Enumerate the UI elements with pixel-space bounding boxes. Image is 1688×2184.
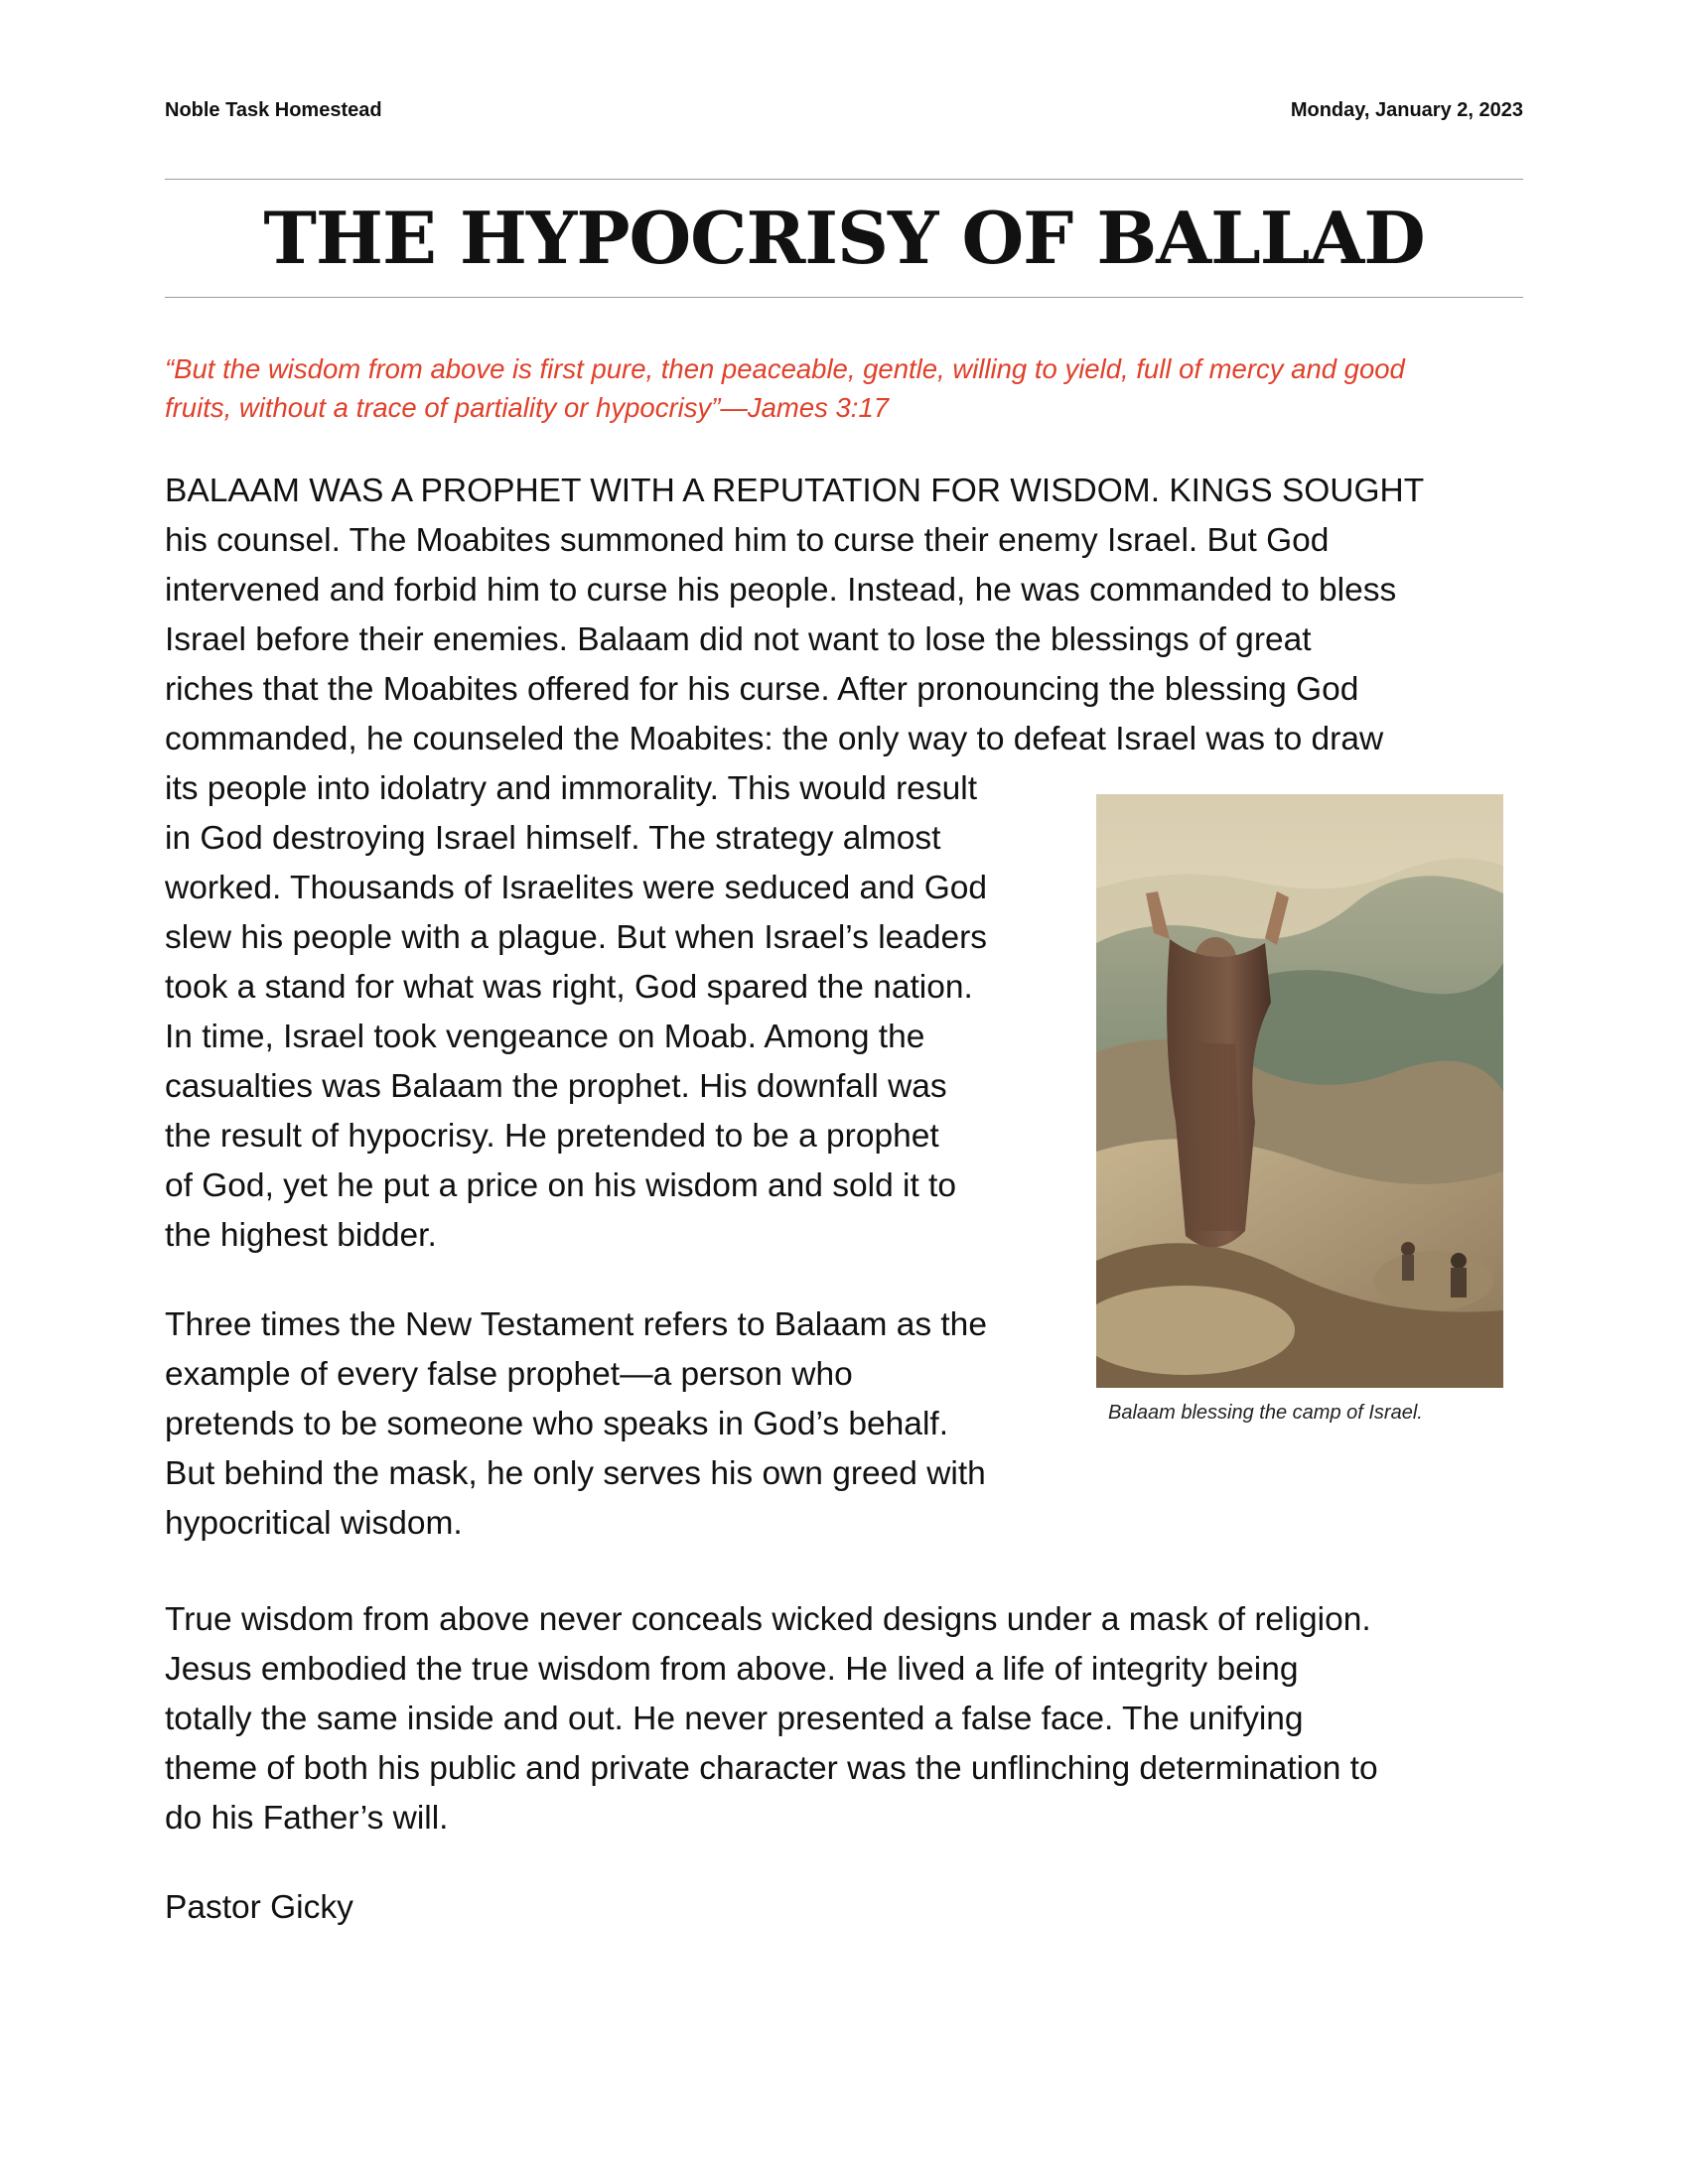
- publication-name: Noble Task Homestead: [165, 99, 382, 121]
- title-rule-bottom: [165, 297, 1523, 298]
- text-line: slew his people with a plague. But when Israel’s leaders: [165, 919, 988, 956]
- paragraph-1-full-width: [165, 467, 1535, 764]
- text-line: theme of both his public and private character was the unflinching determination to: [165, 1750, 1378, 1787]
- text-line: of God, yet he put a price on his wisdom and sold it to: [165, 1167, 956, 1204]
- text-line: example of every false prophet—a person who: [165, 1356, 853, 1393]
- text-line: In time, Israel took vengeance on Moab. Among the: [165, 1019, 925, 1055]
- text-line: pretends to be someone who speaks in God’s behalf.: [165, 1406, 949, 1442]
- epigraph-line: fruits, without a trace of partiality or hypocrisy”—James 3:17: [165, 392, 890, 423]
- text-line: totally the same inside and out. He never presented a false face. The unifying: [165, 1701, 1304, 1737]
- text-line: commanded, he counseled the Moabites: the only way to defeat Israel was to draw: [165, 721, 1384, 757]
- text-line: Three times the New Testament refers to Balaam as the: [165, 1306, 987, 1343]
- newsletter-page: [165, 0, 1523, 2184]
- paragraph-2: [165, 1300, 1098, 1549]
- text-line: intervened and forbid him to curse his people. Instead, he was commanded to bless: [165, 572, 1397, 609]
- figure-caption: Balaam blessing the camp of Israel.: [1108, 1402, 1423, 1424]
- epigraph-line: “But the wisdom from above is first pure, then peaceable, gentle, willing to yield, full of mercy and good: [165, 353, 1405, 384]
- article-figure: [1096, 794, 1503, 1425]
- author-signature: Pastor Gicky: [165, 1889, 353, 1926]
- text-line: True wisdom from above never conceals wicked designs under a mask of religion.: [165, 1601, 1371, 1638]
- balaam-painting-image: [1096, 794, 1503, 1388]
- text-line: the highest bidder.: [165, 1217, 437, 1254]
- article-title: THE HYPOCRISY OF BALLAD: [263, 196, 1425, 280]
- title-rule-top: [165, 179, 1523, 180]
- text-line: in God destroying Israel himself. The strategy almost: [165, 820, 941, 857]
- text-line: riches that the Moabites offered for his curse. After pronouncing the blessing God: [165, 671, 1359, 708]
- page-header: [165, 99, 1523, 129]
- text-line: Jesus embodied the true wisdom from above. He lived a life of integrity being: [165, 1651, 1299, 1688]
- text-line: casualties was Balaam the prophet. His downfall was: [165, 1068, 947, 1105]
- text-line: do his Father’s will.: [165, 1800, 449, 1837]
- text-line: took a stand for what was right, God spared the nation.: [165, 969, 973, 1006]
- text-line: hypocritical wisdom.: [165, 1505, 463, 1542]
- text-line: Israel before their enemies. Balaam did not want to lose the blessings of great: [165, 621, 1312, 658]
- paragraph-1-wrapped: [165, 764, 1098, 1261]
- text-line: But behind the mask, he only serves his own greed with: [165, 1455, 986, 1492]
- text-line: the result of hypocrisy. He pretended to be a prophet: [165, 1118, 939, 1155]
- text-line: its people into idolatry and immorality. This would result: [165, 770, 978, 807]
- paragraph-3: [165, 1595, 1535, 1843]
- scripture-epigraph: [165, 349, 1495, 427]
- publication-date: Monday, January 2, 2023: [1290, 99, 1523, 121]
- text-line: BALAAM WAS A PROPHET WITH A REPUTATION FOR WISDOM. KINGS SOUGHT: [165, 473, 1425, 509]
- text-line: his counsel. The Moabites summoned him to curse their enemy Israel. But God: [165, 522, 1330, 559]
- text-line: worked. Thousands of Israelites were seduced and God: [165, 870, 988, 906]
